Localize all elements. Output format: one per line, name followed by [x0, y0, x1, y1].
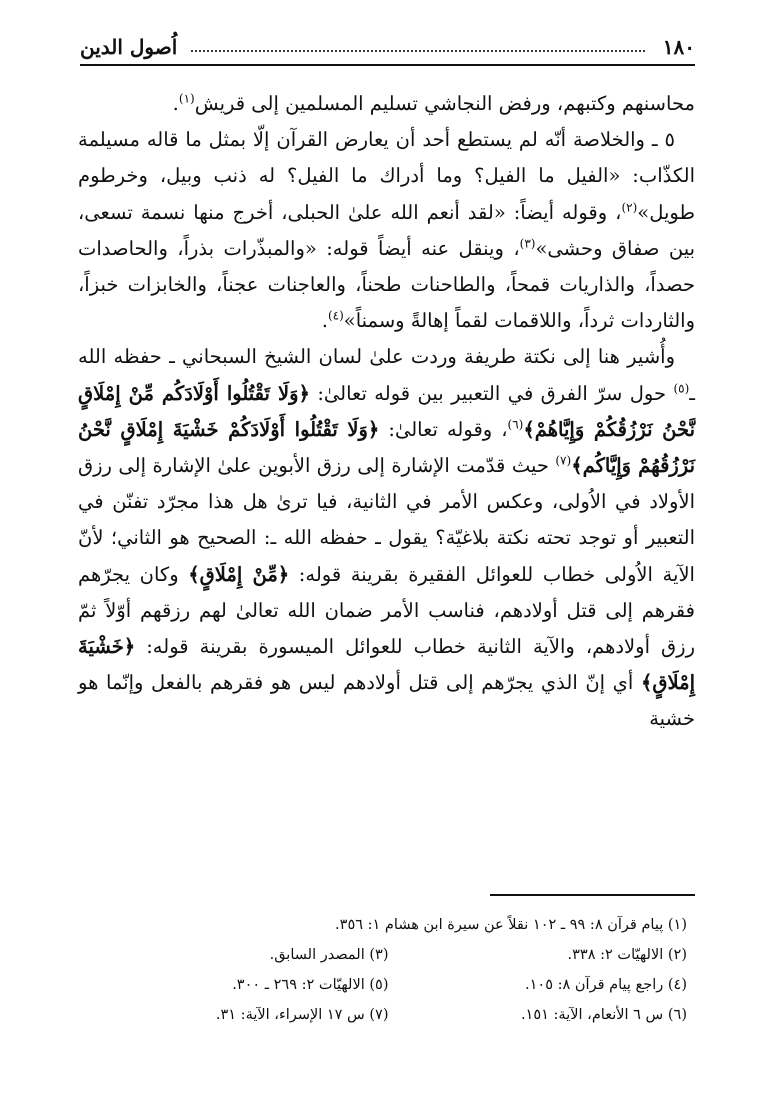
footnote-row: [90, 1000, 687, 1030]
page-body: [78, 86, 695, 738]
footnote-ref-1[interactable]: (١): [178, 91, 195, 106]
quran-verse-2: ﴿وَلَا تَقْتُلُوا أَوْلَادَكُمْ خَشْيَةَ إِمْلَاقٍ نَّحْنُ نَرْزُقُهُمْ وَإِيَّاكُم﴾: [78, 417, 695, 478]
footnote-row: [90, 910, 687, 940]
footnote-row: [90, 970, 687, 1000]
paragraph-2: ٥ ـ والخلاصة أنّه لم يستطع أحد أن يعارض القرآن إلّا بمثل ما قاله مسيلمة الكذّاب: «الفيل ما الفيل؟ وما أدراك ما الفيل؟ له ذنب وبيل، وخرطوم طويل»$^{(٢)}$، وقوله أيضاً: «لقد أنعم الله علىٰ الحبلى، أخرج منها نسمة تسعى، بين صفاق وحشى»$^{(٣)}$، وينقل عنه أيضاً قوله: «والمبذّرات بذراً، والحاصدات حصداً، والذاريات قمحاً، والطاحنات طحناً، والعاجنات عجناً، والخابزات خبزاً، والثاردات ثرداً، واللاقمات لقماً إهالةً وسمناً»$^{(٤)}$.: [78, 128, 696, 333]
book-title: اُصول الدين: [80, 35, 178, 59]
footnote-ref-5[interactable]: (٥): [673, 381, 690, 396]
footnote-ref-2[interactable]: (٢): [621, 200, 638, 215]
footnote-5: (٥) الالهيّات ٢: ٢٦٩ ـ ٣٠٠.: [232, 977, 389, 993]
paragraph-1-text: محاسنهم وكتبهم، ورفض النجاشي تسليم المسلمين إلى قريش: [194, 92, 695, 115]
footnote-2: (٢) الالهيّات ٢: ٣٣٨.: [567, 947, 687, 963]
quran-verse-1: ﴿وَلَا تَقْتُلُوا أَوْلَادَكُم مِّنْ إِمْلَاقٍ نَّحْنُ نَرْزُقُكُمْ وَإِيَّاهُمْ﴾: [78, 381, 696, 441]
footnote-row: [90, 940, 687, 970]
footnotes: [90, 910, 687, 1030]
quran-verse-4: ﴿خَشْيَةَ إِمْلَاقٍ﴾: [78, 635, 695, 695]
footnote-ref-6[interactable]: (٦): [507, 417, 524, 432]
footnote-6: (٦) س ٦ الأنعام، الآية: ١٥١.: [520, 1007, 687, 1023]
footnote-ref-7[interactable]: (٧): [555, 453, 572, 468]
footnote-separator: [490, 894, 695, 896]
header-dot-leader: [191, 50, 644, 52]
page-number: ١٨٠: [662, 35, 695, 59]
footnote-7: (٧) س ١٧ الإسراء، الآية: ٣١.: [215, 1007, 389, 1023]
footnote-3: (٣) المصدر السابق.: [269, 947, 389, 963]
running-header: [80, 30, 695, 66]
footnote-ref-3[interactable]: (٣): [519, 236, 536, 251]
paragraph-3: وأُشير هنا إلى نكتة طريفة وردت علىٰ لسان الشيخ السبحاني ـ حفظه الله ـ$^{(٥)}$ حول سرّ الفرق في التعبير بين قوله تعالىٰ: ﴿وَلَا تَقْتُلُوا أَوْلَادَكُم مِّنْ إِمْلَاقٍ نَّحْنُ نَرْزُقُكُمْ وَإِيَّاهُمْ﴾$^{(٦)}$، وقوله تعالىٰ: ﴿وَلَا تَقْتُلُوا أَوْلَادَكُمْ خَشْيَةَ إِمْلَاقٍ نَّحْنُ نَرْزُقُهُمْ وَإِيَّاكُم﴾$^{(٧)}$ حيث قدّمت الإشارة إلى رزق الأبوين علىٰ الإشارة إلى رزق الأولاد في الاُولى، وعكس الأمر في الثانية، فيا ترىٰ هل هذا مجرّد تفنّن في التعبير أو توجد تحته نكتة بلاغيّة؟ يقول ـ حفظه الله ـ: الصحيح هو الثاني؛ لأنّ الآية الاُولى خطاب للعوائل الفقيرة بقرينة قوله: ﴿مِّنْ إِمْلَاقٍ﴾ وكان يجرّهم فقرهم إلى قتل أولادهم، فناسب الأمر ضمان الله تعالىٰ لهم رزقهم أوّلاً ثمّ رزق أولادهم، والآية الثانية خطاب للعوائل الميسورة بقرينة قوله: ﴿خَشْيَةَ إِمْلَاقٍ﴾ أي إنّ الذي يجرّهم إلى قتل أولادهم ليس هو فقرهم بالفعل وإنّما هو خشية: [78, 345, 696, 731]
footnote-ref-4[interactable]: (٤): [327, 308, 344, 323]
footnote-1: (١) پيام قرآن ٨: ٩٩ ـ ١٠٢ نقلاً عن سيرة ابن هشام ١: ٣٥٦.: [335, 917, 687, 933]
quran-verse-3: ﴿مِّنْ إِمْلَاقٍ﴾: [188, 562, 290, 586]
footnote-4: (٤) راجع پيام قرآن ٨: ١٠٥.: [525, 977, 687, 993]
paragraph-1: محاسنهم وكتبهم، ورفض النجاشي تسليم المسلمين إلى قريش$^{(١)}$.: [172, 91, 695, 115]
